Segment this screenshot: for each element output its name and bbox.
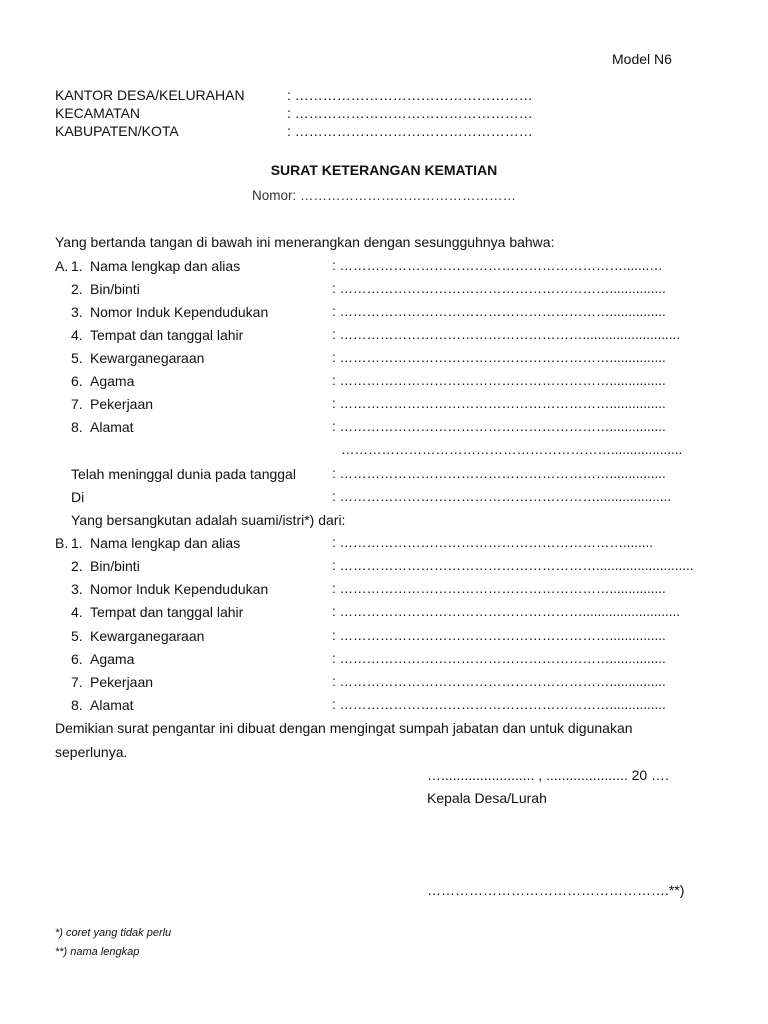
section-a-num: 1.: [71, 258, 83, 274]
section-a-num: 3.: [71, 304, 83, 320]
section-b-value: : ………………………………………………………........: [332, 535, 654, 550]
signature-position: Kepala Desa/Lurah: [427, 790, 547, 806]
section-a-label: Pekerjaan: [90, 396, 154, 412]
section-b-label: Nomor Induk Kependudukan: [90, 581, 269, 597]
section-a-num: 5.: [71, 350, 83, 366]
section-b-value: : ……………………………………………………...............: [332, 674, 666, 689]
document-number: Nomor: …………………………………………: [252, 188, 517, 203]
section-b-value: : ……………………………………………………...............: [332, 628, 666, 643]
header-value-kantor: : ……………………………………………: [287, 87, 533, 103]
header-value-kabupaten: : ……………………………………………: [287, 123, 533, 139]
model-number: Model N6: [612, 51, 672, 67]
section-b-value: : ……………………………………………………...............: [332, 697, 666, 712]
section-a-num: 6.: [71, 373, 83, 389]
document-title-text: SURAT KETERANGAN KEMATIAN: [270, 162, 498, 178]
section-a-label: Bin/binti: [90, 281, 140, 297]
section-b-value: : ……………………………………………………...............: [332, 651, 666, 666]
document-title: [0, 163, 768, 177]
section-b-num: 5.: [71, 628, 83, 644]
death-place-label: Di: [71, 489, 85, 505]
section-a-label: Alamat: [90, 419, 134, 435]
footnote-1: *) coret yang tidak perlu: [55, 927, 172, 939]
section-a-label: Nomor Induk Kependudukan: [90, 304, 269, 320]
signature-place-date: …........................ , ..................... 20 ….: [427, 767, 669, 783]
closing-line-2: seperlunya.: [55, 744, 128, 760]
death-place-value: : …………………………………………………....................: [332, 489, 672, 504]
section-a-label: Tempat dan tanggal lahir: [90, 327, 244, 343]
section-b-label: Bin/binti: [90, 558, 140, 574]
section-b-label: Agama: [90, 651, 135, 667]
section-a-num: 4.: [71, 327, 83, 343]
footnote-2: **) nama lengkap: [55, 946, 140, 958]
section-a-value: : ……………………………………………………...............: [332, 281, 666, 296]
section-b-value: : …………………………………………………..........................: [332, 558, 694, 573]
section-a-label: Kewarganegaraan: [90, 350, 205, 366]
section-b-label: Tempat dan tanggal lahir: [90, 604, 244, 620]
section-a-value: : ……………………………………………………...............: [332, 350, 666, 365]
section-a-value: : ……………………………………………………...............: [332, 373, 666, 388]
section-a-value: : ……………………………………………………...............: [332, 304, 666, 319]
section-b-num: 7.: [71, 674, 83, 690]
section-b-value: : ………………………………………………..........................: [332, 604, 681, 619]
section-a-value: : ……………………………………………………...............: [332, 396, 666, 411]
section-b-value: : ……………………………………………………...............: [332, 581, 666, 596]
section-a-letter: A.: [55, 258, 69, 274]
section-b-num: 4.: [71, 604, 83, 620]
section-b-letter: B.: [55, 535, 69, 551]
section-b-num: 8.: [71, 697, 83, 713]
section-a-label: Agama: [90, 373, 135, 389]
death-date-value: : ……………………………………………………...............: [332, 466, 666, 481]
closing-line-1: Demikian surat pengantar ini dibuat dengan mengingat sumpah jabatan dan untuk digunakan: [55, 720, 633, 736]
section-a-value: : ……………………………………………………….......…: [332, 258, 663, 273]
section-a-num: 7.: [71, 396, 83, 412]
section-b-label: Kewarganegaraan: [90, 628, 205, 644]
section-a-value: : ………………………………………………..........................: [332, 327, 681, 342]
section-a-num: 8.: [71, 419, 83, 435]
section-b-num: 6.: [71, 651, 83, 667]
death-date-label: Telah meninggal dunia pada tanggal: [71, 466, 296, 482]
signature-name-line: …………………………………………….**): [427, 882, 685, 898]
section-a-num: 2.: [71, 281, 83, 297]
header-label-kecamatan: KECAMATAN: [55, 105, 141, 121]
section-b-label: Pekerjaan: [90, 674, 154, 690]
section-a-label: Nama lengkap dan alias: [90, 258, 241, 274]
alamat-continuation: ……………………………………………………...................: [341, 442, 683, 457]
section-b-label: Nama lengkap dan alias: [90, 535, 241, 551]
header-label-kantor: KANTOR DESA/KELURAHAN: [55, 87, 245, 103]
section-b-num: 3.: [71, 581, 83, 597]
header-label-kabupaten: KABUPATEN/KOTA: [55, 123, 179, 139]
section-b-label: Alamat: [90, 697, 134, 713]
section-b-num: 2.: [71, 558, 83, 574]
intro-text: Yang bertanda tangan di bawah ini menerangkan dengan sesungguhnya bahwa:: [55, 234, 555, 250]
header-value-kecamatan: : ……………………………………………: [287, 105, 533, 121]
section-b-num: 1.: [71, 535, 83, 551]
section-a-value: : ……………………………………………………...............: [332, 419, 666, 434]
spouse-line: Yang bersangkutan adalah suami/istri*) dari:: [71, 512, 346, 528]
